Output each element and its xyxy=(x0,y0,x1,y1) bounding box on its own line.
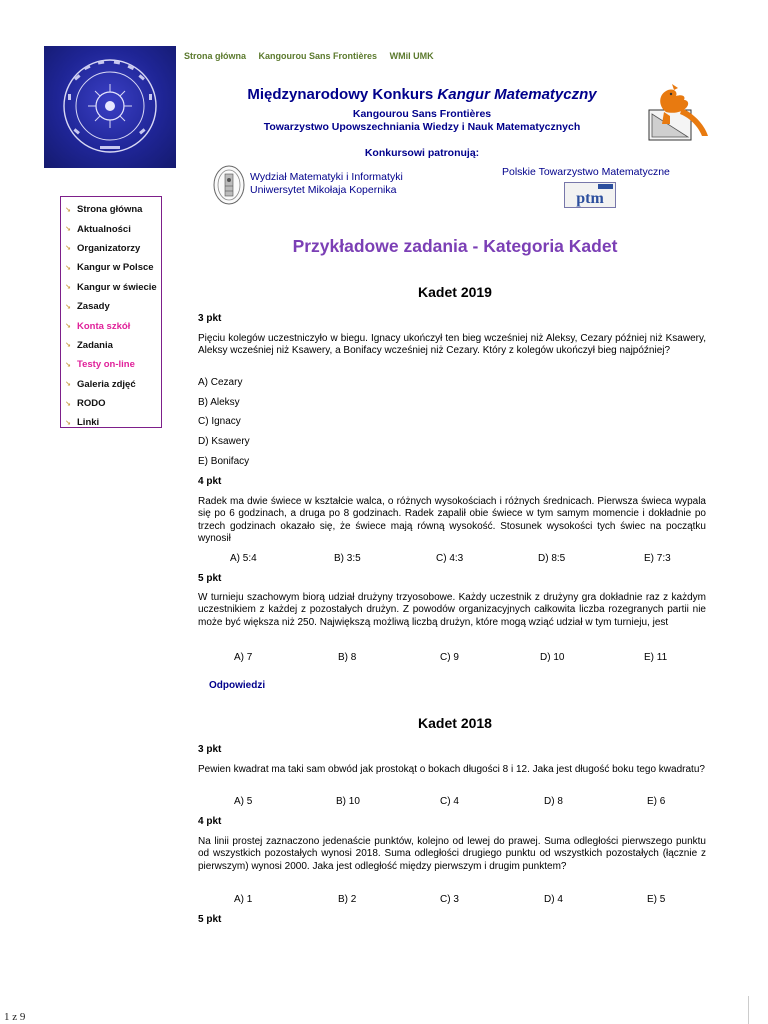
top-nav xyxy=(184,51,444,61)
sidebar-item-kangur-w-swiecie[interactable] xyxy=(61,278,161,297)
answer-option: E) 6 xyxy=(647,796,666,807)
sidebar-item-label: Galeria zdjęć xyxy=(77,378,136,390)
kangaroo-icon xyxy=(644,84,712,144)
answer-option: B) 10 xyxy=(336,796,360,807)
question-text: Pięciu kolegów uczestniczyło w biegu. Ignacy ukończył ten bieg wcześniej niż Aleksy, Cezary później niż Ksawery, Aleksy wcześniej niż Ksawery, a Bonifacy wcześniej niż Cezary. Który z kolegów ukończył bieg najpóźniej? xyxy=(198,333,706,357)
sidebar-item-label: Kangur w Polsce xyxy=(77,262,154,274)
sidebar-item-testy-online[interactable] xyxy=(61,355,161,374)
sidebar-item-linki[interactable] xyxy=(61,413,161,432)
ptm-logo xyxy=(564,182,616,208)
answer-option: E) 11 xyxy=(644,652,668,663)
sidebar-item-strona-glowna[interactable] xyxy=(61,200,161,219)
top-nav-wmii-link[interactable]: WMiI UMK xyxy=(389,51,434,61)
answer-option: A) 7 xyxy=(234,652,253,663)
ptm-logo-icon xyxy=(564,182,616,208)
bullet-icon: ↘ xyxy=(65,284,71,292)
question-text: W turnieju szachowym biorą udział drużyny trzyosobowe. Każdy uczestnik z drużyny gra dokładnie raz z każdym uczestnikiem z każdej z pozostałych drużyn. Z powodów organizacyjnych całkowita liczba rozegranych partii nie może być większa niż 250. Największą możliwą liczbą drużyn, które mogą wziąć udział w tym turnieju, jest xyxy=(198,592,706,628)
university-seal-icon xyxy=(44,46,176,168)
sidebar-item-label: Aktualności xyxy=(77,223,131,235)
answer-option: D) 8 xyxy=(544,796,563,807)
umk-line1: Wydział Matematyki i Informatyki xyxy=(250,171,403,183)
answer-option: B) 8 xyxy=(338,652,357,663)
bullet-icon: ↘ xyxy=(65,400,71,408)
points-label: 3 pkt xyxy=(198,313,222,324)
header-subtitle-society: Towarzystwo Upowszechniania Wiedzy i Nauk Matematycznych xyxy=(263,121,581,133)
sidebar-item-label: Linki xyxy=(77,417,100,429)
answer-option: A) 5 xyxy=(234,796,253,807)
sidebar-item-label: Kangur w świecie xyxy=(77,281,157,293)
header-subtitle-ksf: Kangourou Sans Frontières xyxy=(352,108,492,120)
points-label: 4 pkt xyxy=(198,816,222,827)
sidebar-item-rodo[interactable] xyxy=(61,394,161,413)
sidebar-item-galeria[interactable] xyxy=(61,375,161,394)
umk-emblem xyxy=(212,164,246,206)
sidebar-item-konta-szkol[interactable] xyxy=(61,316,161,335)
umk-emblem-icon xyxy=(212,164,246,206)
header-title-italic: Kangur Matematyczny xyxy=(437,86,597,103)
sidebar-item-zasady[interactable] xyxy=(61,297,161,316)
answer-option: D) 4 xyxy=(544,894,563,905)
sidebar-item-kangur-w-polsce[interactable] xyxy=(61,258,161,277)
header-title-prefix: Międzynarodowy Konkurs xyxy=(247,86,438,103)
answer-option: E) 7:3 xyxy=(644,553,671,564)
answer-option: D) 10 xyxy=(540,652,565,663)
umk-link[interactable] xyxy=(250,171,403,197)
sidebar-item-organizatorzy[interactable] xyxy=(61,239,161,258)
points-label: 4 pkt xyxy=(198,476,222,487)
answer-option: C) 3 xyxy=(440,894,459,905)
answer-option: D) 8:5 xyxy=(538,553,566,564)
bullet-icon: ↘ xyxy=(65,381,71,389)
answer-option: B) Aleksy xyxy=(198,397,240,408)
points-label: 5 pkt xyxy=(198,914,222,925)
university-logo xyxy=(44,46,176,168)
answer-option: C) 4 xyxy=(440,796,459,807)
top-nav-ksf-link[interactable]: Kangourou Sans Frontières xyxy=(258,51,378,61)
sidebar-item-label: Zadania xyxy=(77,339,113,351)
page-title: Przykładowe zadania - Kategoria Kadet xyxy=(292,236,618,256)
answer-option: A) Cezary xyxy=(198,377,243,388)
answer-option: B) 2 xyxy=(338,894,357,905)
question-text: Pewien kwadrat ma taki sam obwód jak prostokąt o bokach długości 8 i 12. Jaka jest długość boku tego kwadratu? xyxy=(198,764,705,775)
points-label: 3 pkt xyxy=(198,744,222,755)
footer-divider xyxy=(748,996,749,1024)
bullet-icon: ↘ xyxy=(65,303,71,311)
answer-option: C) 9 xyxy=(440,652,459,663)
answer-option: C) Ignacy xyxy=(198,416,241,427)
section-title-kadet-2019: Kadet 2019 xyxy=(418,284,492,300)
bullet-icon: ↘ xyxy=(65,206,71,214)
answer-option: A) 5:4 xyxy=(230,553,257,564)
sidebar-item-label: Organizatorzy xyxy=(77,242,141,254)
answer-option: B) 3:5 xyxy=(334,553,361,564)
bullet-icon: ↘ xyxy=(65,323,71,331)
answer-option: E) Bonifacy xyxy=(198,456,250,467)
sidebar-item-label: Konta szkół xyxy=(77,320,131,332)
bullet-icon: ↘ xyxy=(65,264,71,272)
question-text: Radek ma dwie świece w kształcie walca, o różnych wysokościach i różnych średnicach. Pierwsza świeca wypala się po 6 godzinach, a druga po 8 godzinach. Radek zapalił obie świece w tym samym momencie i dokładnie po trzech godzinach okazało się, że świece mają równą wysokość. Stosunek wysokości tych świec na początku wynosił xyxy=(198,496,706,545)
page-counter: 1 z 9 xyxy=(4,1011,26,1023)
answers-link[interactable]: Odpowiedzi xyxy=(209,680,266,691)
sidebar-item-label: RODO xyxy=(77,398,106,410)
sidebar-item-label: Strona główna xyxy=(77,204,143,216)
bullet-icon: ↘ xyxy=(65,245,71,253)
sidebar-item-aktualnosci[interactable] xyxy=(61,219,161,238)
bullet-icon: ↘ xyxy=(65,226,71,234)
sidebar-item-zadania[interactable] xyxy=(61,336,161,355)
bullet-icon: ↘ xyxy=(65,361,71,369)
patrons-label: Konkursowi patronują: xyxy=(364,147,480,159)
sidebar-item-label: Testy on-line xyxy=(77,359,135,371)
top-nav-home-link[interactable]: Strona główna xyxy=(184,51,247,61)
answer-option: D) Ksawery xyxy=(198,436,250,447)
answer-option: C) 4:3 xyxy=(436,553,464,564)
bullet-icon: ↘ xyxy=(65,419,71,427)
ptm-logo-text: ptm xyxy=(576,190,604,207)
bullet-icon: ↘ xyxy=(65,342,71,350)
answer-option: A) 1 xyxy=(234,894,253,905)
sidebar-menu xyxy=(60,196,162,428)
sidebar-item-label: Zasady xyxy=(77,301,110,313)
umk-line2: Uniwersytet Mikołaja Kopernika xyxy=(250,184,397,196)
points-label: 5 pkt xyxy=(198,573,222,584)
answer-option: E) 5 xyxy=(647,894,666,905)
header-title xyxy=(190,86,654,103)
kangaroo-logo xyxy=(644,84,712,144)
question-text: Na linii prostej zaznaczono jedenaście punktów, kolejno od lewej do prawej. Suma odległości pierwszego punktu od wszystkich pozostałych wynosi 2018. Suma odległości drugiego punktu od wszystkich pozostałych (łącznie z pierwszym) wynosi 2000. Jaka jest odległość między pierwszym i drugim punktem? xyxy=(198,836,706,872)
section-title-kadet-2018: Kadet 2018 xyxy=(418,715,492,731)
ptm-link[interactable]: Polskie Towarzystwo Matematyczne xyxy=(502,166,670,178)
